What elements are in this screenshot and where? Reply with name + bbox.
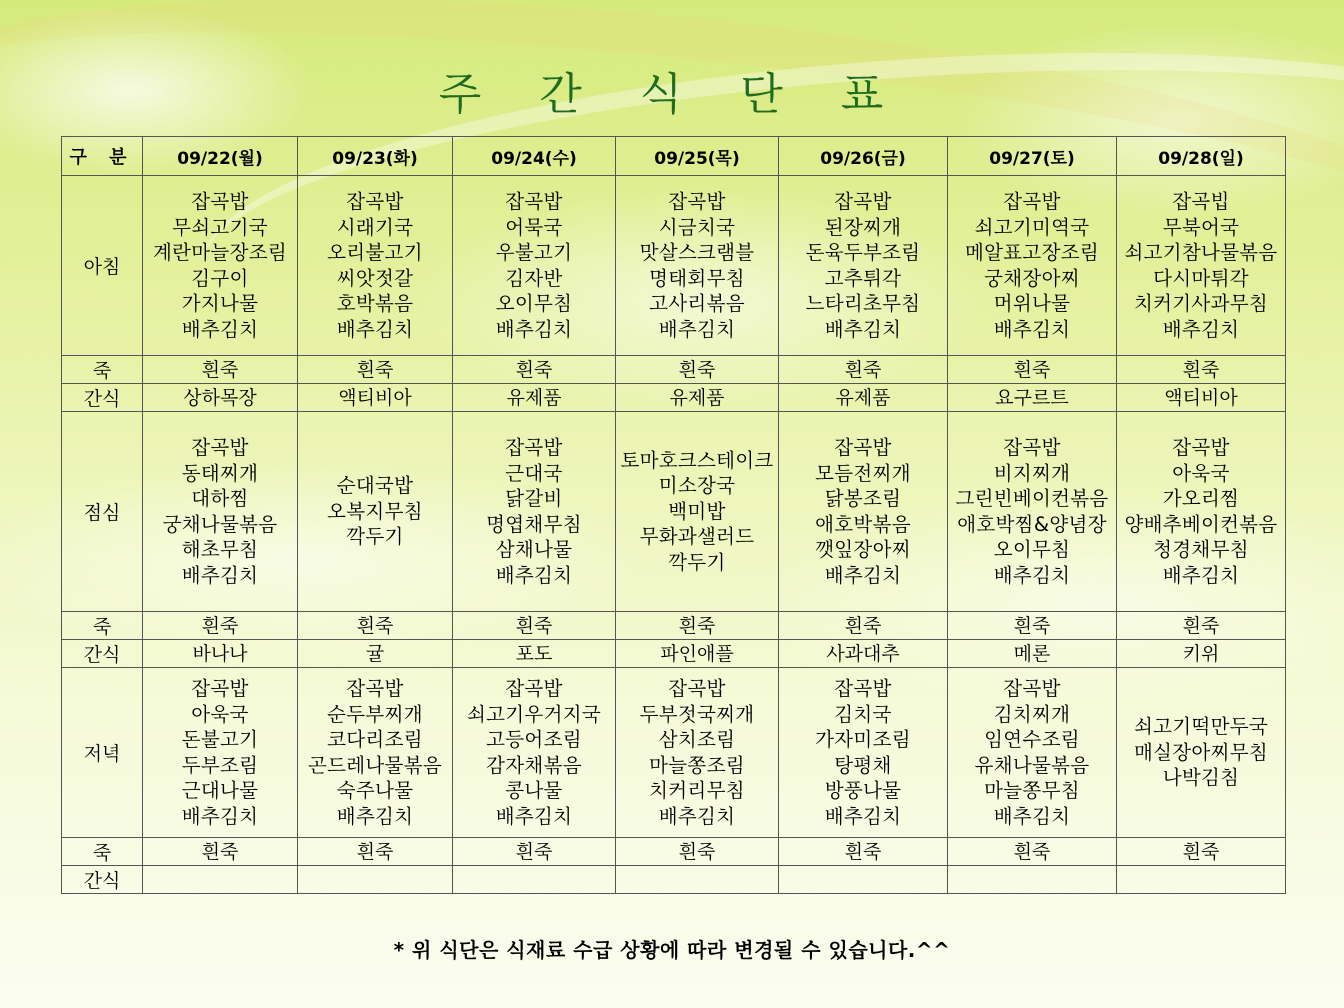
menu-item: 잡곡밥 [505, 436, 563, 459]
menu-item: 청경채무침 [1153, 538, 1249, 561]
meal-cell [453, 668, 616, 838]
menu-item: 돈불고기 [181, 728, 259, 751]
footer-note: * 위 식단은 식재료 수급 상황에 따라 변경될 수 있습니다.^^ [393, 938, 951, 962]
menu-item: 백미밥 [668, 499, 726, 523]
menu-item: 닭갈비 [505, 487, 563, 510]
menu-item: 애호박볶음 [815, 512, 911, 536]
single-item-cell: 액티비아 [298, 384, 453, 412]
menu-item: 깻잎장아찌 [815, 538, 911, 561]
menu-item: 잡곡밥 [191, 190, 249, 213]
row-label-cell: 아침 [62, 176, 143, 356]
menu-item: 배추김치 [658, 804, 736, 828]
meal-cell [948, 176, 1117, 356]
menu-item: 쇠고기참나물볶음 [1124, 241, 1278, 264]
menu-item: 토마호크스테이크 [620, 448, 774, 472]
single-item-cell [298, 866, 453, 894]
single-item-cell: 흰죽 [298, 356, 453, 384]
menu-item: 곤드레나물볶음 [308, 753, 442, 777]
single-item-cell: 흰죽 [779, 612, 948, 640]
meal-cell [948, 668, 1117, 838]
menu-item: 잡곡밥 [834, 436, 892, 459]
menu-row-7 [62, 838, 1286, 866]
single-item-cell [453, 866, 616, 894]
menu-item: 탕평채 [834, 753, 892, 777]
menu-item: 김치찌개 [993, 702, 1071, 726]
menu-item: 배추김치 [824, 317, 902, 341]
single-item-cell: 흰죽 [616, 356, 779, 384]
meal-cell [143, 668, 298, 838]
menu-item: 궁채장아찌 [984, 266, 1080, 290]
menu-item: 잡곡밥 [1003, 677, 1061, 700]
single-item-cell: 키위 [1117, 640, 1286, 668]
single-item-cell: 흰죽 [616, 838, 779, 866]
menu-item: 잡곡밥 [1172, 436, 1230, 459]
menu-item: 그린빈베이컨볶음 [955, 487, 1109, 510]
menu-item: 나박김침 [1162, 766, 1240, 790]
menu-item: 임연수조림 [984, 728, 1080, 751]
menu-item: 잡곡밥 [1003, 190, 1061, 213]
menu-row-4 [62, 612, 1286, 640]
menu-row-6 [62, 668, 1286, 838]
single-item-cell: 흰죽 [1117, 838, 1286, 866]
single-item-cell: 흰죽 [298, 612, 453, 640]
single-item-cell: 흰죽 [779, 356, 948, 384]
menu-item: 숙주나물 [336, 779, 414, 802]
menu-item: 콩나물 [505, 779, 563, 802]
single-item-cell [143, 866, 298, 894]
single-item-cell: 흰죽 [143, 838, 298, 866]
single-item-cell [779, 866, 948, 894]
menu-item: 된장찌개 [824, 215, 902, 239]
menu-row-5 [62, 640, 1286, 668]
menu-item: 배추김치 [993, 804, 1071, 828]
menu-item: 모듬전찌개 [815, 461, 911, 485]
row-label-cell: 간식 [62, 384, 143, 412]
single-item-cell: 흰죽 [1117, 612, 1286, 640]
menu-item: 호박볶음 [336, 292, 414, 315]
menu-item: 쇠고기미역국 [974, 215, 1090, 239]
menu-item: 오복지무침 [327, 499, 423, 523]
menu-item: 명엽채무침 [486, 512, 582, 536]
single-item-cell: 흰죽 [948, 838, 1117, 866]
menu-item: 아욱국 [191, 702, 249, 726]
menu-item: 명태회무침 [649, 266, 745, 290]
menu-item: 우불고기 [495, 241, 573, 264]
menu-item: 쇠고기우거지국 [467, 702, 601, 726]
menu-item: 가자미조림 [815, 728, 911, 751]
header-row [62, 137, 1286, 176]
menu-item: 배추김치 [181, 804, 259, 828]
menu-item: 미소장국 [658, 474, 736, 498]
menu-item: 잡곡밥 [834, 190, 892, 213]
menu-item: 배추김치 [495, 317, 573, 341]
single-item-cell: 유제품 [779, 384, 948, 412]
meal-cell [616, 176, 779, 356]
single-item-cell: 상하목장 [143, 384, 298, 412]
menu-item: 배추김치 [181, 563, 259, 587]
single-item-cell: 유제품 [453, 384, 616, 412]
menu-item: 코다리조림 [327, 728, 423, 751]
menu-item: 느타리초무침 [805, 292, 921, 315]
menu-item: 삼치조림 [658, 728, 736, 751]
menu-item: 가오리찜 [1162, 487, 1240, 510]
day-header-cell: 09/24(수) [453, 137, 616, 176]
menu-item: 고등어조림 [486, 728, 582, 751]
menu-item: 배추김치 [1162, 317, 1240, 341]
meal-cell [779, 412, 948, 612]
menu-item: 마늘쫑조림 [649, 753, 745, 777]
menu-item: 마늘쫑무침 [984, 779, 1080, 802]
menu-item: 비지찌개 [993, 461, 1071, 485]
menu-item: 아욱국 [1172, 461, 1230, 485]
single-item-cell: 흰죽 [143, 356, 298, 384]
row-label-cell: 간식 [62, 866, 143, 894]
menu-item: 순두부찌개 [327, 702, 423, 726]
menu-item: 배추김치 [336, 317, 414, 341]
row-label-cell: 간식 [62, 640, 143, 668]
menu-item: 배추김치 [495, 563, 573, 587]
menu-item: 삼채나물 [495, 538, 573, 561]
menu-item: 무쇠고기국 [172, 215, 268, 239]
menu-item: 김자반 [505, 266, 563, 290]
menu-row-8 [62, 866, 1286, 894]
menu-item: 배추김치 [1162, 563, 1240, 587]
menu-item: 배추김치 [495, 804, 573, 828]
menu-item: 배추김치 [181, 317, 259, 341]
menu-item: 닭봉조림 [824, 487, 902, 510]
single-item-cell: 흰죽 [453, 356, 616, 384]
meal-cell [779, 668, 948, 838]
page-title: 주 간 식 단 표 [438, 69, 906, 120]
menu-item: 양배추베이컨볶음 [1124, 512, 1278, 536]
menu-item: 씨앗젓갈 [336, 266, 414, 290]
meal-cell [298, 668, 453, 838]
menu-item: 다시마튀각 [1153, 266, 1249, 290]
single-item-cell: 흰죽 [616, 612, 779, 640]
menu-item: 오이무침 [495, 292, 573, 315]
menu-item: 잡곡밥 [346, 677, 404, 700]
single-item-cell: 바나나 [143, 640, 298, 668]
menu-item: 깍두기 [668, 550, 726, 574]
row-label-cell: 점심 [62, 412, 143, 612]
menu-item: 유채나물볶음 [974, 753, 1090, 777]
menu-item: 머위나물 [993, 292, 1071, 315]
menu-item: 대하찜 [191, 487, 249, 510]
menu-item: 계란마늘장조림 [153, 241, 287, 264]
single-item-cell: 흰죽 [948, 612, 1117, 640]
meal-cell [298, 176, 453, 356]
menu-item: 배추김치 [824, 563, 902, 587]
meal-cell [143, 412, 298, 612]
menu-item: 애호박찜&양념장 [957, 512, 1107, 536]
single-item-cell: 흰죽 [298, 838, 453, 866]
menu-item: 돈육두부조림 [805, 241, 921, 264]
row-label-cell: 죽 [62, 356, 143, 384]
day-header-cell: 09/26(금) [779, 137, 948, 176]
day-header-cell: 09/22(월) [143, 137, 298, 176]
row-label-cell: 죽 [62, 838, 143, 866]
menu-item: 메알표고장조림 [965, 241, 1099, 264]
header-label-cell: 구 분 [62, 137, 143, 176]
menu-row-2 [62, 384, 1286, 412]
meal-cell [779, 176, 948, 356]
single-item-cell: 흰죽 [779, 838, 948, 866]
menu-item: 어묵국 [505, 215, 563, 239]
menu-item: 잡곡밥 [668, 677, 726, 700]
menu-item: 잡곡밥 [346, 190, 404, 213]
menu-item: 쇠고기떡만두국 [1134, 715, 1268, 739]
menu-item: 해초무침 [181, 538, 259, 561]
meal-cell [298, 412, 453, 612]
menu-item: 고추튀각 [824, 266, 902, 290]
menu-item: 오리불고기 [327, 241, 423, 264]
meal-cell [1117, 176, 1286, 356]
menu-item: 치커리무침 [649, 779, 745, 802]
single-item-cell: 파인애플 [616, 640, 779, 668]
menu-item: 김구이 [191, 266, 249, 290]
menu-item: 배추김치 [993, 317, 1071, 341]
single-item-cell [948, 866, 1117, 894]
menu-item: 잡곡빕 [1172, 190, 1230, 213]
single-item-cell: 흰죽 [948, 356, 1117, 384]
menu-item: 궁채나물볶음 [162, 512, 278, 536]
meal-cell [616, 412, 779, 612]
row-label-cell: 저녁 [62, 668, 143, 838]
menu-table-body [62, 137, 1286, 894]
weekly-menu-table [61, 136, 1286, 894]
single-item-cell: 귤 [298, 640, 453, 668]
meal-cell [948, 412, 1117, 612]
menu-item: 감자채볶음 [486, 753, 582, 777]
menu-row-3 [62, 412, 1286, 612]
meal-cell [1117, 668, 1286, 838]
menu-item: 무화과샐러드 [639, 525, 755, 549]
menu-item: 배추김치 [993, 563, 1071, 587]
single-item-cell [1117, 866, 1286, 894]
single-item-cell: 사과대추 [779, 640, 948, 668]
single-item-cell: 메론 [948, 640, 1117, 668]
day-header-cell: 09/25(목) [616, 137, 779, 176]
menu-item: 고사리볶음 [649, 292, 745, 315]
menu-item: 잡곡밥 [1003, 436, 1061, 459]
menu-item: 치커기사과무침 [1134, 292, 1268, 315]
meal-cell [1117, 412, 1286, 612]
menu-item: 시금치국 [658, 215, 736, 239]
menu-item: 두부조림 [181, 753, 259, 777]
menu-item: 순대국밥 [336, 474, 414, 498]
menu-item: 근대국 [505, 461, 563, 485]
menu-item: 잡곡밥 [505, 677, 563, 700]
single-item-cell: 흰죽 [143, 612, 298, 640]
menu-item: 맛살스크램블 [639, 241, 755, 264]
menu-item: 가지나물 [181, 292, 259, 315]
single-item-cell [616, 866, 779, 894]
menu-item: 근대나물 [181, 779, 259, 802]
single-item-cell: 요구르트 [948, 384, 1117, 412]
menu-item: 배추김치 [658, 317, 736, 341]
menu-item: 김치국 [834, 702, 892, 726]
day-header-cell: 09/23(화) [298, 137, 453, 176]
menu-item: 잡곡밥 [191, 436, 249, 459]
menu-item: 시래기국 [336, 215, 414, 239]
menu-item: 방풍나물 [824, 779, 902, 802]
menu-item: 잡곡밥 [834, 677, 892, 700]
menu-item: 잡곡밥 [191, 677, 249, 700]
menu-item: 배추김치 [336, 804, 414, 828]
menu-item: 깍두기 [346, 525, 404, 549]
meal-cell [453, 176, 616, 356]
single-item-cell: 흰죽 [453, 612, 616, 640]
menu-row-0 [62, 176, 1286, 356]
single-item-cell: 흰죽 [1117, 356, 1286, 384]
single-item-cell: 유제품 [616, 384, 779, 412]
meal-cell [453, 412, 616, 612]
menu-item: 무북어국 [1162, 215, 1240, 239]
row-label-cell: 죽 [62, 612, 143, 640]
menu-item: 잡곡밥 [505, 190, 563, 213]
menu-item: 두부젓국찌개 [639, 702, 755, 726]
meal-cell [616, 668, 779, 838]
single-item-cell: 포도 [453, 640, 616, 668]
menu-item: 오이무침 [993, 538, 1071, 561]
day-header-cell: 09/28(일) [1117, 137, 1286, 176]
menu-item: 잡곡밥 [668, 190, 726, 213]
menu-item: 매실장아찌무침 [1134, 740, 1268, 764]
single-item-cell: 액티비아 [1117, 384, 1286, 412]
menu-row-1 [62, 356, 1286, 384]
single-item-cell: 흰죽 [453, 838, 616, 866]
menu-item: 동태찌개 [181, 461, 259, 485]
meal-cell [143, 176, 298, 356]
menu-item: 배추김치 [824, 804, 902, 828]
day-header-cell: 09/27(토) [948, 137, 1117, 176]
